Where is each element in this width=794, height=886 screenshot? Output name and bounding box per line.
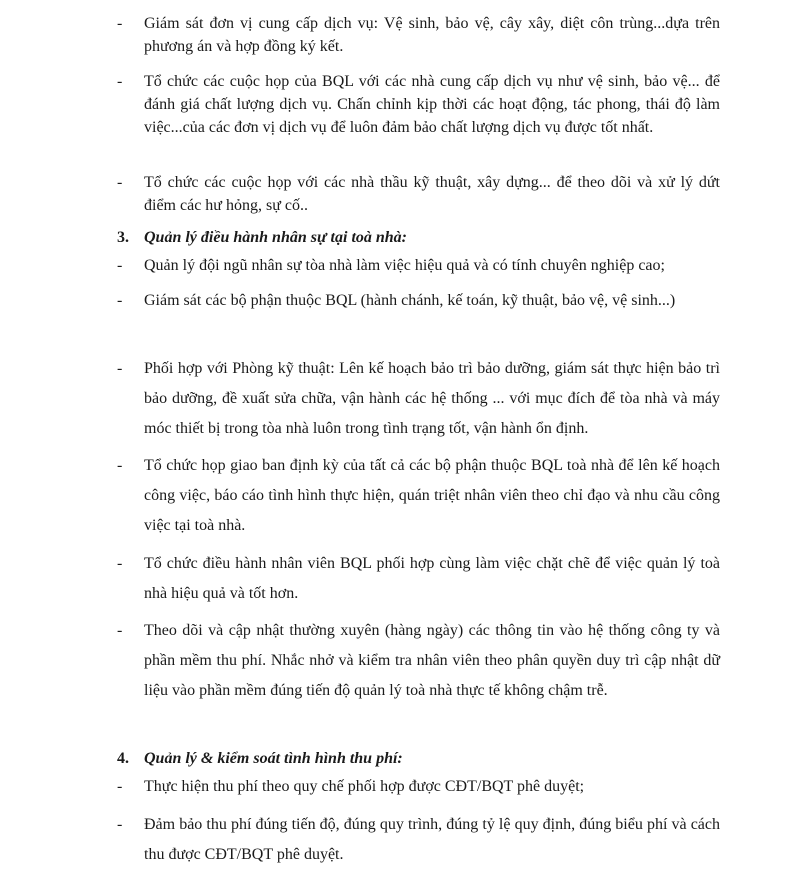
section-title: Quản lý & kiểm soát tình hình thu phí: <box>144 750 403 767</box>
list-item <box>117 12 720 58</box>
list-item <box>117 254 720 277</box>
list-item-text: Theo dõi và cập nhật thường xuyên (hàng ngày) các thông tin vào hệ thống công ty và phần mềm thu phí. Nhắc nhở và kiểm tra nhân viên theo phân quyền duy trì cập nhật dữ liệu vào phần mềm đúng tiến độ quản lý toà nhà thực tế không chậm trễ. <box>144 622 720 699</box>
list-item-text: Phối hợp với Phòng kỹ thuật: Lên kế hoạch bảo trì bảo dưỡng, giám sát thực hiện bảo trì bảo dưỡng, đề xuất sửa chữa, vận hành các hệ thống ... với mục đích để tòa nhà và máy móc thiết bị trong tòa nhà luôn trong tình trạng tốt, vận hành ổn định. <box>144 360 720 437</box>
bullet-dash: - <box>117 457 123 474</box>
list-item <box>117 775 720 798</box>
bullet-dash: - <box>117 73 123 90</box>
list-item <box>117 286 720 316</box>
list-item <box>117 451 720 541</box>
section-number: 4. <box>117 750 129 767</box>
list-item-text: Tổ chức họp giao ban định kỳ của tất cả các bộ phận thuộc BQL toà nhà để lên kế hoạch công việc, báo cáo tình hình thực hiện, quán triệt nhân viên theo chỉ đạo và nhu cầu công việc tại toà nhà. <box>144 457 720 534</box>
bullet-dash: - <box>117 15 123 32</box>
list-item-text: Đảm bảo thu phí đúng tiến độ, đúng quy trình, đúng tỷ lệ quy định, đúng biểu phí và cách thu được CĐT/BQT phê duyệt. <box>144 816 720 863</box>
list-item-text: Quản lý đội ngũ nhân sự tòa nhà làm việc hiệu quả và có tính chuyên nghiệp cao; <box>144 257 665 274</box>
bullet-dash: - <box>117 174 123 191</box>
section-title: Quản lý điều hành nhân sự tại toà nhà: <box>144 229 408 246</box>
bullet-dash: - <box>117 257 123 274</box>
list-item <box>117 171 720 217</box>
section-heading-3 <box>117 226 407 249</box>
bullet-dash: - <box>117 292 123 309</box>
bullet-dash: - <box>117 555 123 572</box>
list-item <box>117 354 720 444</box>
list-item-text: Tổ chức các cuộc họp với các nhà thầu kỹ thuật, xây dựng... để theo dõi và xử lý dứt điểm các hư hỏng, sự cố.. <box>144 174 720 214</box>
list-item-text: Thực hiện thu phí theo quy chế phối hợp được CĐT/BQT phê duyệt; <box>144 778 585 795</box>
list-item <box>117 70 720 139</box>
list-item-text: Tổ chức các cuộc họp của BQL với các nhà cung cấp dịch vụ như vệ sinh, bảo vệ... để đánh giá chất lượng dịch vụ. Chấn chỉnh kịp thời các hoạt động, tác phong, thái độ làm việc...của các đơn vị dịch vụ để luôn đảm bảo chất lượng dịch vụ được tốt nhất. <box>144 73 720 136</box>
bullet-dash: - <box>117 622 123 639</box>
bullet-dash: - <box>117 778 123 795</box>
list-item <box>117 616 720 706</box>
bullet-dash: - <box>117 360 123 377</box>
section-number: 3. <box>117 229 129 246</box>
list-item-text: Giám sát các bộ phận thuộc BQL (hành chánh, kế toán, kỹ thuật, bảo vệ, vệ sinh...) <box>144 292 676 309</box>
bullet-dash: - <box>117 816 123 833</box>
section-heading-4 <box>117 747 403 770</box>
list-item <box>117 810 720 870</box>
list-item <box>117 549 720 609</box>
list-item-text: Tổ chức điều hành nhân viên BQL phối hợp cùng làm việc chặt chẽ để việc quản lý toà nhà hiệu quả và tốt hơn. <box>144 555 720 602</box>
list-item-text: Giám sát đơn vị cung cấp dịch vụ: Vệ sinh, bảo vệ, cây xây, diệt côn trùng...dựa trên phương án và hợp đồng ký kết. <box>144 15 720 55</box>
